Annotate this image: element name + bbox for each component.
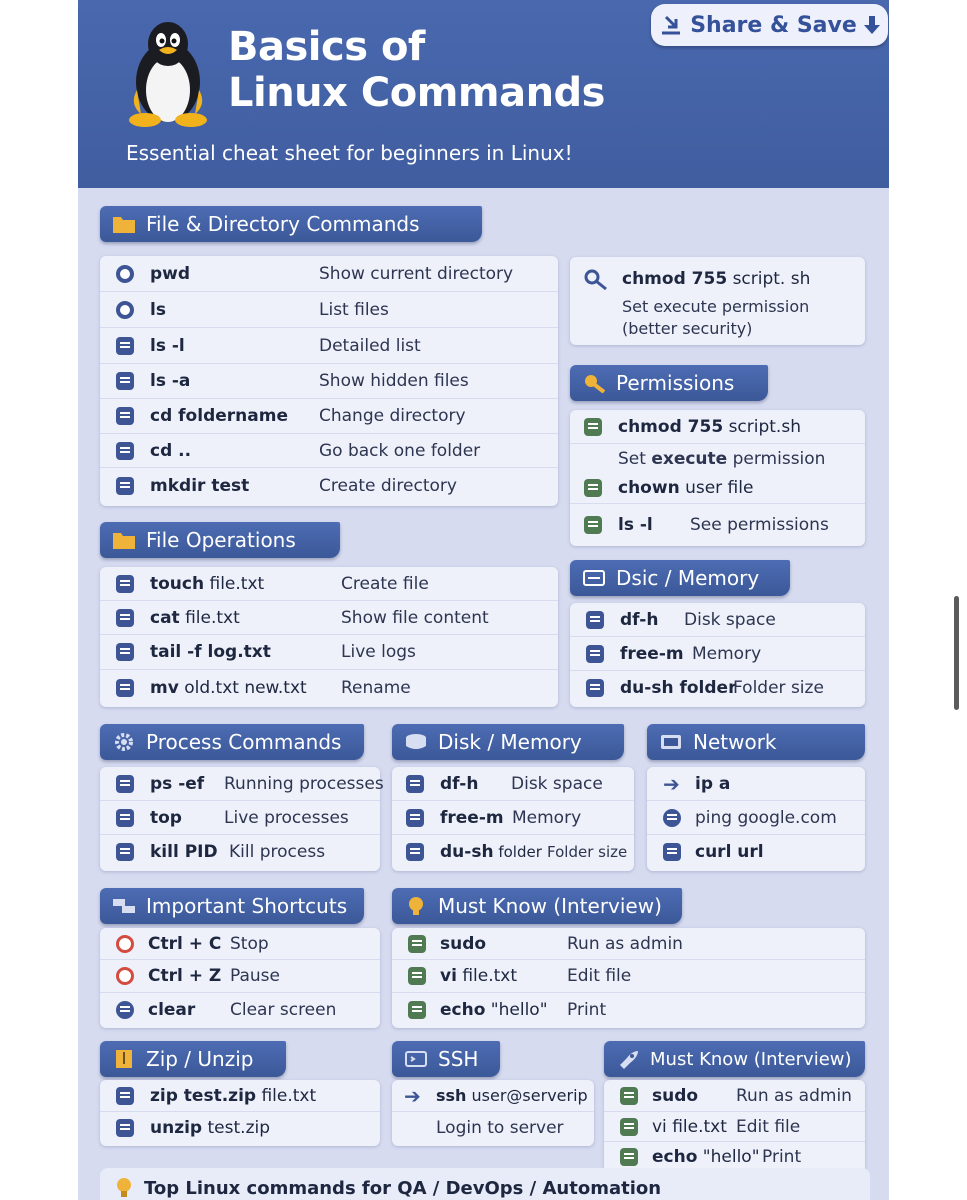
table-row — [100, 670, 558, 705]
table-row — [100, 399, 558, 434]
description: Change directory — [319, 406, 466, 426]
table-row — [604, 1080, 865, 1112]
terminal-icon — [116, 477, 134, 495]
description: Folder size — [547, 843, 628, 861]
description-pre: Set — [618, 449, 646, 469]
section-file-operations-header — [100, 522, 340, 558]
command: ssh — [436, 1086, 467, 1105]
folder-icon — [112, 214, 136, 234]
list-icon — [406, 843, 424, 861]
section-title: File Operations — [146, 528, 296, 552]
command-line — [440, 1000, 548, 1020]
terminal-icon — [584, 418, 602, 436]
arrow-right-icon: ➔ — [404, 1083, 421, 1108]
description: Create file — [341, 573, 429, 594]
section-title: Important Shortcuts — [146, 894, 348, 918]
command-arg: script. sh — [732, 269, 811, 289]
command: touch — [150, 573, 205, 594]
table-row — [100, 601, 558, 635]
disk-memory-card — [392, 767, 634, 871]
shortcut-icon — [112, 896, 136, 916]
section-file-directory-header — [100, 206, 482, 242]
command: cat — [150, 607, 180, 628]
table-row — [100, 928, 380, 960]
command: Ctrl + Z — [148, 966, 222, 986]
table-row — [570, 444, 865, 474]
footer-banner — [100, 1168, 870, 1200]
description: Pause — [230, 966, 280, 986]
rocket-icon — [616, 1049, 640, 1069]
command: chown — [618, 477, 680, 498]
table-row — [100, 434, 558, 468]
section-title: File & Directory Commands — [146, 212, 420, 236]
description: Folder size — [733, 678, 824, 698]
memory-icon — [406, 809, 424, 827]
command-arg: file.txt — [185, 607, 240, 628]
share-save-button[interactable] — [651, 4, 888, 46]
ssh-card — [392, 1080, 594, 1146]
section-title: Must Know (Interview) — [438, 894, 662, 918]
section-ssh-header — [392, 1041, 500, 1077]
location-icon — [116, 301, 134, 319]
command: sudo — [440, 933, 487, 954]
table-row — [570, 637, 865, 671]
download-icon — [658, 13, 684, 37]
description: Run as admin — [736, 1085, 852, 1106]
table-row — [392, 835, 634, 869]
command-arg: file.txt — [462, 966, 518, 986]
cheat-sheet — [78, 0, 889, 1200]
table-row — [100, 364, 558, 399]
section-dsic-memory-header — [570, 560, 790, 596]
description: Live logs — [341, 642, 416, 662]
command-arg: user file — [685, 477, 754, 498]
command-arg: old.txt new.txt — [184, 677, 307, 698]
section-permissions-header — [570, 365, 768, 401]
command-line — [150, 574, 264, 594]
chmod-description-1: Set execute permission — [622, 297, 810, 316]
table-row — [392, 801, 634, 835]
page-title — [228, 24, 605, 116]
table-row — [100, 328, 558, 364]
chevron-right-icon — [116, 442, 134, 460]
table-row — [392, 1080, 594, 1112]
folder-icon — [112, 530, 136, 550]
list-icon — [116, 843, 134, 861]
chmod-card — [570, 257, 865, 345]
file-operations-card — [100, 567, 558, 707]
document-icon — [584, 516, 602, 534]
section-disk-memory-header — [392, 724, 624, 760]
location-icon — [116, 265, 134, 283]
command: tail -f log.txt — [150, 642, 271, 662]
description-line — [618, 449, 825, 469]
description: Print — [762, 1147, 802, 1167]
command-arg: script.sh — [728, 416, 801, 437]
command: unzip — [150, 1118, 203, 1138]
disk-icon — [586, 611, 604, 629]
command: zip test.zip — [150, 1085, 257, 1106]
table-row — [100, 256, 558, 292]
table-row — [647, 835, 865, 869]
network-card — [647, 767, 865, 871]
command: df-h — [620, 609, 659, 630]
section-zip-header — [100, 1041, 286, 1077]
section-network-header — [647, 724, 865, 760]
table-row — [100, 1080, 380, 1112]
command: ip a — [695, 773, 731, 794]
command-line — [618, 478, 753, 498]
disk-icon — [404, 732, 428, 752]
table-row — [392, 993, 865, 1026]
table-row — [100, 1112, 380, 1144]
command-line — [618, 417, 801, 437]
section-title: Permissions — [616, 371, 735, 395]
penguin-icon — [123, 20, 213, 128]
table-row — [570, 508, 865, 542]
description: Print — [567, 999, 607, 1020]
pause-icon — [116, 967, 134, 985]
command: echo — [652, 1147, 698, 1167]
table-row — [570, 472, 865, 504]
scrollbar[interactable] — [954, 596, 959, 710]
description: Show hidden files — [319, 371, 469, 391]
table-row — [100, 993, 380, 1026]
window-icon — [116, 407, 134, 425]
description: Login to server — [436, 1118, 564, 1138]
folder-size-icon — [586, 679, 604, 697]
arrow-right-icon: ➔ — [663, 771, 680, 796]
table-row — [570, 603, 865, 637]
command-line — [652, 1147, 760, 1167]
terminal-icon — [404, 1049, 428, 1069]
description-post: permission — [732, 449, 826, 469]
description: Disk space — [684, 609, 776, 630]
description: See permissions — [690, 515, 829, 535]
file-icon — [116, 643, 134, 661]
terminal-icon — [620, 1148, 638, 1166]
table-row — [570, 410, 865, 444]
description: Create directory — [319, 476, 457, 496]
section-must-know-2-header — [604, 1041, 865, 1077]
section-title: Zip / Unzip — [146, 1047, 254, 1071]
table-row — [100, 801, 380, 835]
table-row — [570, 671, 865, 705]
command-line — [440, 842, 542, 862]
command-arg: ping google.com — [695, 807, 837, 828]
command: cd .. — [150, 440, 192, 461]
command-arg: file.txt — [209, 573, 265, 594]
section-title: SSH — [438, 1047, 479, 1071]
must-know-card — [392, 928, 865, 1028]
command-line — [150, 1086, 316, 1106]
description-bold: execute — [651, 449, 728, 469]
command-arg: file.txt — [261, 1085, 317, 1106]
title-line-1: Basics of — [228, 24, 425, 70]
description: Edit file — [567, 966, 632, 986]
table-row — [100, 767, 384, 801]
command: ls — [150, 299, 166, 320]
description: Disk space — [511, 773, 603, 794]
command-line — [440, 966, 517, 986]
command: kill PID — [150, 842, 218, 862]
monitor-icon — [582, 568, 606, 588]
command: mkdir test — [150, 476, 250, 496]
monitor-icon — [659, 732, 683, 752]
command-arg: folder — [498, 843, 542, 861]
description: Show file content — [341, 607, 489, 628]
command-line — [150, 1118, 270, 1138]
command: ps -ef — [150, 773, 205, 794]
description: Detailed list — [319, 335, 421, 356]
description: Live processes — [224, 807, 349, 828]
title-line-2: Linux Commands — [228, 70, 605, 116]
zip-file-icon — [116, 1087, 134, 1105]
zip-card — [100, 1080, 380, 1146]
section-title: Network — [693, 730, 777, 754]
terminal-icon — [620, 1118, 638, 1136]
table-row — [604, 1112, 865, 1142]
table-row — [392, 767, 634, 801]
shortcuts-card — [100, 928, 380, 1028]
table-row — [100, 960, 380, 993]
table-row — [392, 1112, 594, 1144]
command: chmod 755 — [618, 416, 724, 437]
section-title: Process Commands — [146, 730, 342, 754]
command: free-m — [440, 807, 504, 828]
list-icon — [116, 775, 134, 793]
description: List files — [319, 299, 389, 320]
description: Memory — [512, 807, 582, 828]
command: mv — [150, 677, 179, 698]
chmod-description-2: (better security) — [622, 319, 753, 338]
command-arg: test.zip — [207, 1118, 271, 1138]
table-row — [100, 468, 558, 504]
command: df-h — [440, 773, 479, 794]
table-row — [392, 960, 865, 993]
command-arg: "hello" — [490, 999, 548, 1020]
process-card — [100, 767, 384, 871]
command: du-sh folder — [620, 678, 737, 698]
command: clear — [148, 999, 196, 1020]
command: ls -a — [150, 371, 191, 391]
section-shortcuts-header — [100, 888, 364, 924]
table-row — [647, 801, 865, 835]
description: Clear screen — [230, 999, 337, 1020]
lightbulb-icon — [114, 1176, 134, 1200]
terminal-icon — [408, 1001, 426, 1019]
document-icon — [584, 479, 602, 497]
description: Rename — [341, 677, 411, 698]
command: cd foldername — [150, 406, 288, 426]
table-row — [100, 635, 558, 670]
section-must-know-header — [392, 888, 682, 924]
command: curl url — [695, 842, 764, 862]
clear-icon — [116, 1001, 134, 1019]
file-icon — [116, 609, 134, 627]
table-row — [100, 835, 380, 869]
description: Running processes — [224, 773, 384, 794]
description: Show current directory — [319, 263, 514, 284]
command: ls -l — [150, 335, 185, 356]
plus-icon — [408, 935, 426, 953]
command-arg: vi file.txt — [652, 1116, 727, 1137]
terminal-icon — [620, 1087, 638, 1105]
command-line — [150, 678, 307, 698]
table-row — [647, 767, 865, 801]
table-row — [392, 928, 865, 960]
page-subtitle: Essential cheat sheet for beginners in Linux! — [126, 141, 573, 165]
command: pwd — [150, 263, 191, 284]
share-save-label: Share & Save — [690, 12, 857, 38]
command-line — [436, 1086, 588, 1105]
command-line — [150, 608, 240, 628]
command: Ctrl + C — [148, 933, 222, 954]
gear-icon — [112, 732, 136, 752]
unzip-icon — [116, 1119, 134, 1137]
stop-icon — [116, 935, 134, 953]
file-icon — [116, 679, 134, 697]
section-title: Dsic / Memory — [616, 566, 760, 590]
command-arg: user@serverip — [471, 1086, 588, 1105]
dsic-memory-card — [570, 603, 865, 707]
zip-icon — [112, 1049, 136, 1069]
terminal-icon — [408, 967, 426, 985]
description: Run as admin — [567, 933, 683, 954]
command: sudo — [652, 1085, 699, 1106]
command: echo — [440, 999, 486, 1020]
arrow-down-icon — [863, 14, 881, 36]
footer-text: Top Linux commands for QA / DevOps / Automation — [144, 1177, 662, 1199]
memory-icon — [586, 645, 604, 663]
description: Edit file — [736, 1116, 801, 1137]
search-icon — [663, 809, 681, 827]
table-row — [100, 567, 558, 601]
command: free-m — [620, 643, 684, 664]
description: Stop — [230, 933, 269, 954]
table-row — [100, 292, 558, 328]
section-process-header — [100, 724, 364, 760]
lightbulb-icon — [404, 896, 428, 916]
description: Memory — [692, 643, 762, 664]
list-icon — [406, 775, 424, 793]
command: vi — [440, 966, 457, 986]
window-icon — [116, 337, 134, 355]
command-arg: "hello" — [702, 1147, 760, 1167]
command: du-sh — [440, 842, 494, 862]
window-icon — [116, 372, 134, 390]
wrench-icon — [584, 269, 608, 291]
description: Kill process — [229, 842, 326, 862]
file-directory-card — [100, 256, 558, 506]
section-title: Disk / Memory — [438, 730, 582, 754]
file-icon — [116, 575, 134, 593]
wrench-icon — [582, 373, 606, 393]
description: Go back one folder — [319, 440, 481, 461]
link-icon — [663, 843, 681, 861]
chmod-command — [622, 269, 810, 289]
permissions-card — [570, 410, 865, 546]
command: ls -l — [618, 515, 653, 535]
command: top — [150, 807, 182, 828]
command: chmod 755 — [622, 269, 728, 289]
section-title: Must Know (Interview) — [650, 1048, 852, 1070]
list-icon — [116, 809, 134, 827]
